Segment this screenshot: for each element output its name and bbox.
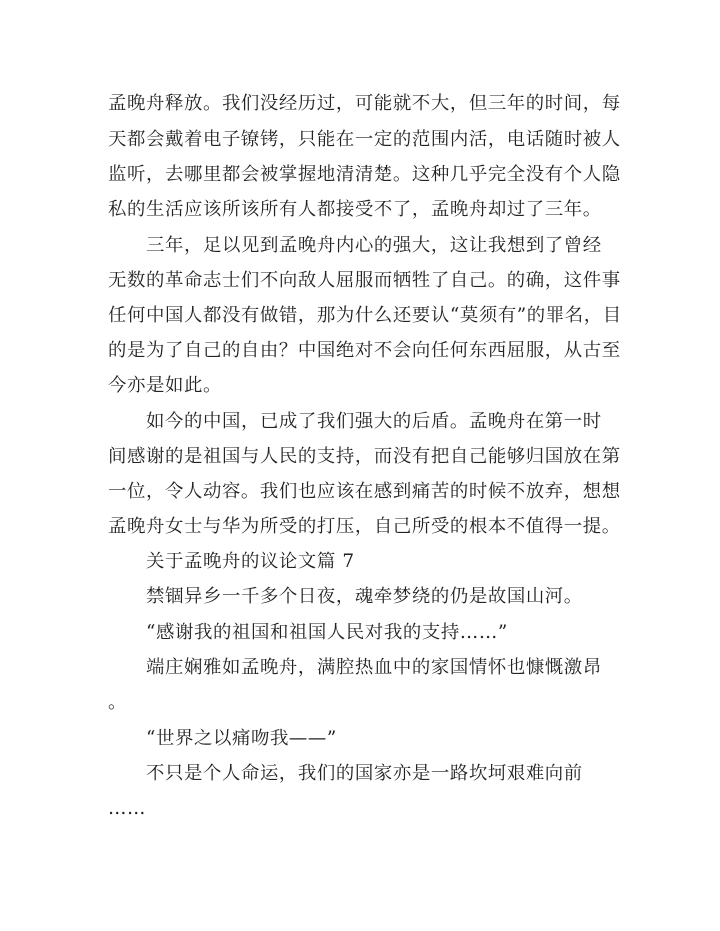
body-text-line: 间感谢的是祖国与人民的支持，而没有把自己能够归国放在第 [108, 446, 621, 467]
body-text-line: 一位，令人动容。我们也应该在感到痛苦的时候不放弃，想想 [108, 481, 621, 502]
body-text-line: 私的生活应该所该所有人都接受不了，孟晚舟却过了三年。 [108, 199, 602, 220]
body-text-line: 孟晚舟女士与华为所受的打压，自己所受的根本不值得一提。 [108, 516, 621, 537]
body-text-line: 今亦是如此。 [108, 375, 222, 396]
quote-line: “感谢我的祖国和祖国人民对我的支持……” [146, 622, 508, 643]
body-text-line: 不只是个人命运，我们的国家亦是一路坎坷艰难向前 [146, 763, 583, 784]
body-text-line: 。 [108, 692, 127, 713]
quote-line: “世界之以痛吻我——” [146, 728, 337, 749]
body-text-line: …… [108, 798, 146, 819]
body-text-line: 监听，去哪里都会被掌握地清清楚。这种几乎完全没有个人隐 [108, 164, 621, 185]
body-text-line: 孟晚舟释放。我们没经历过，可能就不大，但三年的时间，每 [108, 93, 621, 114]
body-text-line: 任何中国人都没有做错，那为什么还要认“莫须有”的罪名，目 [108, 305, 622, 326]
body-text-line: 禁锢异乡一千多个日夜，魂牵梦绕的仍是故国山河。 [146, 586, 583, 607]
body-text-line: 无数的革命志士们不向敌人屈服而牺牲了自己。的确，这件事 [108, 270, 621, 291]
body-text-line: 的是为了自己的自由？中国绝对不会向任何东西屈服，从古至 [108, 340, 621, 361]
body-text-line: 端庄娴雅如孟晚舟，满腔热血中的家国情怀也慷慨激昂 [146, 657, 602, 678]
body-text-line: 三年，足以见到孟晚舟内心的强大，这让我想到了曾经 [146, 235, 602, 256]
body-text-line: 如今的中国，已成了我们强大的后盾。孟晚舟在第一时 [146, 411, 602, 432]
body-text-line: 天都会戴着电子镣铐，只能在一定的范围内活，电话随时被人 [108, 129, 621, 150]
section-heading: 关于孟晚舟的议论文篇 7 [146, 551, 355, 572]
